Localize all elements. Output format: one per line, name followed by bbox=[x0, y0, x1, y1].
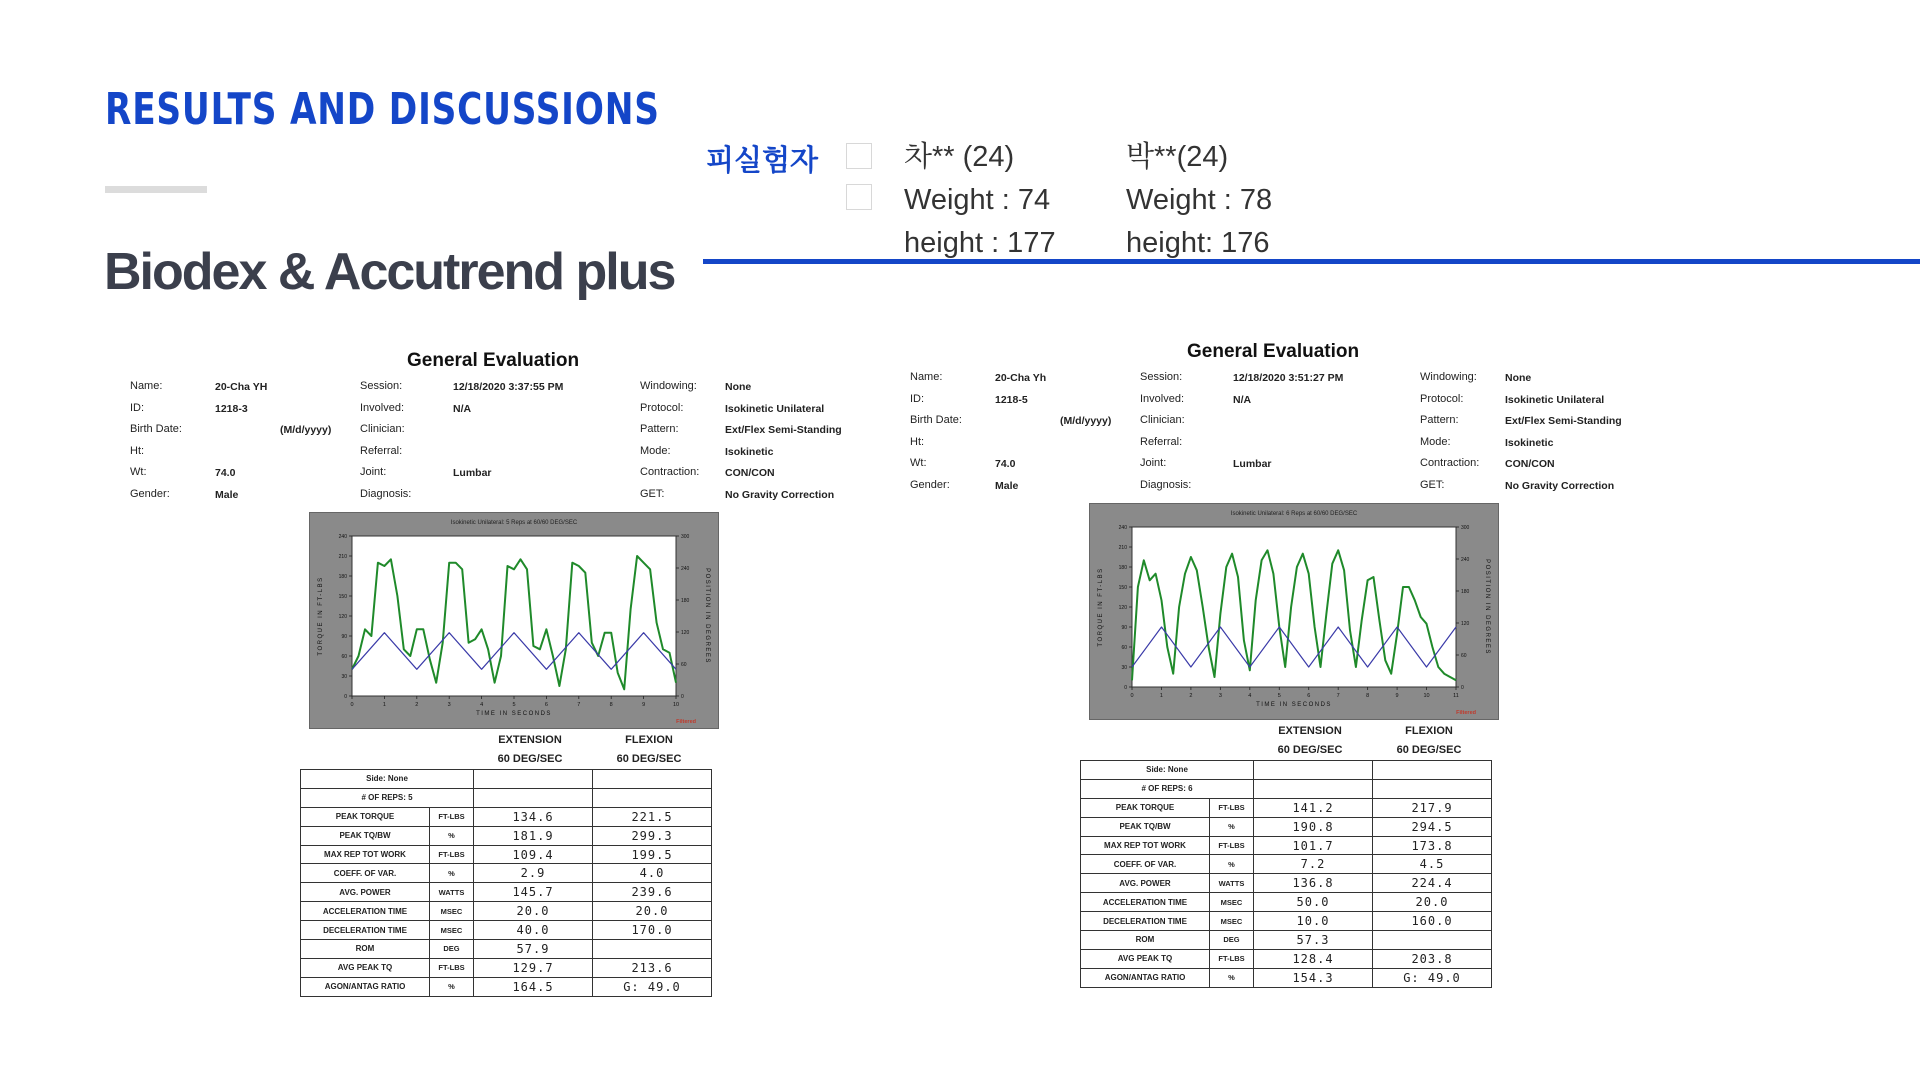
extension-value: 57.3 bbox=[1254, 931, 1373, 950]
table-row bbox=[301, 940, 712, 959]
filtered-note: Filtered bbox=[1456, 710, 1476, 716]
info-value: Isokinetic bbox=[725, 445, 774, 458]
info-label: Ht: bbox=[130, 444, 145, 457]
x-tick-label: 3 bbox=[1218, 693, 1222, 699]
row-label: ACCELERATION TIME bbox=[1081, 893, 1210, 912]
info-label: Diagnosis: bbox=[1140, 479, 1192, 491]
info-value: 12/18/2020 3:37:55 PM bbox=[453, 381, 564, 393]
info-value: 1218-3 bbox=[215, 402, 248, 415]
title-divider bbox=[105, 186, 207, 193]
subject2-name: 박**(24) bbox=[1126, 141, 1229, 173]
table-row bbox=[1081, 968, 1492, 987]
table-row bbox=[1081, 798, 1492, 817]
checkbox-icon[interactable] bbox=[846, 184, 872, 210]
table-row bbox=[1081, 874, 1492, 893]
x-tick-label: 0 bbox=[1130, 693, 1134, 699]
info-label: Gender: bbox=[910, 479, 950, 491]
row-unit: MSEC bbox=[430, 902, 474, 921]
y-tick-label: 60 bbox=[1121, 645, 1127, 651]
y2-axis-label: POSITION IN DEGREES bbox=[1484, 559, 1490, 655]
subject1-weight: Weight : 74 bbox=[904, 184, 1051, 216]
y-tick-label: 180 bbox=[338, 574, 347, 580]
y2-tick-label: 180 bbox=[681, 598, 690, 604]
extension-value: 101.7 bbox=[1254, 836, 1373, 855]
info-value: 74.0 bbox=[995, 458, 1016, 471]
results-table bbox=[300, 769, 712, 997]
extension-value: 2.9 bbox=[474, 864, 593, 883]
section-title: RESULTS AND DISCUSSIONS bbox=[105, 84, 660, 135]
slide-subtitle: Biodex & Accutrend plus bbox=[104, 243, 675, 301]
info-value: Lumbar bbox=[1233, 458, 1272, 471]
flexion-value: 294.5 bbox=[1373, 817, 1492, 836]
info-value: CON/CON bbox=[725, 467, 775, 480]
info-label: Clinician: bbox=[360, 423, 405, 436]
info-label: Contraction: bbox=[640, 466, 700, 479]
y-tick-label: 210 bbox=[338, 554, 347, 560]
extension-value: 129.7 bbox=[474, 958, 593, 977]
x-tick-label: 4 bbox=[480, 702, 484, 708]
col-sub-flexion: 60 DEG/SEC bbox=[616, 753, 682, 765]
row-label: AVG. POWER bbox=[301, 883, 430, 902]
flexion-value: 224.4 bbox=[1373, 874, 1492, 893]
table-cell bbox=[1254, 761, 1373, 780]
table-row bbox=[301, 788, 712, 807]
extension-value: 134.6 bbox=[474, 807, 593, 826]
col-header-flexion: FLEXION bbox=[1405, 725, 1453, 737]
y-tick-label: 180 bbox=[1118, 565, 1127, 571]
info-label: Name: bbox=[910, 371, 943, 383]
y-tick-label: 240 bbox=[1118, 525, 1127, 531]
table-row bbox=[301, 826, 712, 845]
x-tick-label: 0 bbox=[350, 702, 354, 708]
y-tick-label: 30 bbox=[1121, 665, 1127, 671]
row-label: PEAK TQ/BW bbox=[301, 826, 430, 845]
y2-tick-label: 240 bbox=[681, 566, 690, 572]
table-row bbox=[1081, 893, 1492, 912]
row-unit: FT-LBS bbox=[430, 958, 474, 977]
flexion-value: 173.8 bbox=[1373, 836, 1492, 855]
table-cell bbox=[1254, 779, 1373, 798]
report-subject1 bbox=[120, 345, 920, 1065]
info-label: ID: bbox=[130, 401, 145, 414]
row-unit: FT-LBS bbox=[1210, 798, 1254, 817]
table-row bbox=[301, 902, 712, 921]
info-label: Mode: bbox=[1420, 435, 1451, 448]
flexion-value bbox=[1373, 931, 1492, 950]
x-tick-label: 9 bbox=[1395, 693, 1399, 699]
table-row bbox=[1081, 836, 1492, 855]
row-unit: % bbox=[1210, 817, 1254, 836]
y2-tick-label: 300 bbox=[681, 534, 690, 540]
extension-value: 145.7 bbox=[474, 883, 593, 902]
table-row bbox=[301, 921, 712, 940]
extension-value: 40.0 bbox=[474, 921, 593, 940]
info-value: Male bbox=[995, 480, 1019, 492]
report-title: General Evaluation bbox=[407, 350, 580, 371]
table-cell bbox=[1373, 779, 1492, 798]
chart-title: Isokinetic Unilateral: 5 Reps at 60/60 DEG/SEC bbox=[450, 520, 578, 526]
y-tick-label: 210 bbox=[1118, 545, 1127, 551]
info-label: Contraction: bbox=[1420, 457, 1480, 470]
row-unit: MSEC bbox=[1210, 912, 1254, 931]
extension-value: 50.0 bbox=[1254, 893, 1373, 912]
col-sub-flexion: 60 DEG/SEC bbox=[1396, 744, 1462, 756]
row-unit: % bbox=[1210, 968, 1254, 987]
info-label: Name: bbox=[130, 380, 163, 392]
filtered-note: Filtered bbox=[676, 719, 696, 725]
y-axis-label: TORQUE IN FT-LBS bbox=[1098, 567, 1104, 647]
results-table bbox=[1080, 760, 1492, 988]
extension-value: 109.4 bbox=[474, 845, 593, 864]
y-tick-label: 150 bbox=[338, 594, 347, 600]
info-value: Lumbar bbox=[453, 467, 492, 480]
info-value: 1218-5 bbox=[995, 393, 1028, 406]
info-label: Involved: bbox=[360, 401, 405, 414]
row-label: PEAK TORQUE bbox=[1081, 798, 1210, 817]
torque-chart bbox=[309, 512, 719, 729]
info-value: 12/18/2020 3:51:27 PM bbox=[1233, 372, 1344, 384]
row-label: AVG PEAK TQ bbox=[1081, 949, 1210, 968]
extension-value: 10.0 bbox=[1254, 912, 1373, 931]
table-row bbox=[301, 958, 712, 977]
y2-tick-label: 180 bbox=[1461, 589, 1470, 595]
subjects-underline bbox=[703, 259, 1920, 264]
row-label: PEAK TQ/BW bbox=[1081, 817, 1210, 836]
x-tick-label: 6 bbox=[544, 702, 548, 708]
y2-axis-label: POSITION IN DEGREES bbox=[704, 568, 710, 664]
info-label: Wt: bbox=[910, 457, 927, 470]
info-value: Isokinetic bbox=[1505, 436, 1554, 449]
y-tick-label: 60 bbox=[341, 654, 347, 660]
report-subject2 bbox=[900, 336, 1700, 1056]
flexion-value: 170.0 bbox=[593, 921, 712, 940]
info-value: None bbox=[725, 381, 752, 393]
x-tick-label: 2 bbox=[1189, 693, 1193, 699]
table-row bbox=[301, 977, 712, 996]
info-value: (M/d/yyyy) bbox=[1060, 415, 1112, 428]
x-axis-label: TIME IN SECONDS bbox=[1256, 702, 1332, 708]
table-row bbox=[1081, 931, 1492, 950]
x-tick-label: 3 bbox=[447, 702, 451, 708]
info-value: 20-Cha YH bbox=[215, 381, 268, 393]
info-value: N/A bbox=[1233, 393, 1252, 406]
x-tick-label: 10 bbox=[672, 702, 680, 708]
report-title: General Evaluation bbox=[1187, 341, 1360, 362]
row-label: ROM bbox=[1081, 931, 1210, 950]
info-label: Protocol: bbox=[640, 401, 684, 414]
table-row bbox=[1081, 779, 1492, 798]
info-value: 20-Cha Yh bbox=[995, 372, 1047, 384]
table-row bbox=[301, 770, 712, 789]
table-top-label: # OF REPS: 6 bbox=[1081, 779, 1254, 798]
subject2-height: height: 176 bbox=[1126, 227, 1270, 259]
table-row bbox=[1081, 855, 1492, 874]
row-unit: FT-LBS bbox=[1210, 949, 1254, 968]
extension-value: 181.9 bbox=[474, 826, 593, 845]
x-tick-label: 10 bbox=[1423, 693, 1430, 699]
y2-tick-label: 120 bbox=[681, 630, 690, 636]
info-value: 74.0 bbox=[215, 467, 236, 480]
y-tick-label: 0 bbox=[1124, 685, 1127, 691]
info-label: Diagnosis: bbox=[360, 488, 412, 500]
extension-value: 128.4 bbox=[1254, 949, 1373, 968]
x-tick-label: 8 bbox=[609, 702, 613, 708]
flexion-value: G: 49.0 bbox=[1373, 968, 1492, 987]
flexion-value: 199.5 bbox=[593, 845, 712, 864]
x-tick-label: 8 bbox=[1366, 693, 1370, 699]
table-cell bbox=[474, 770, 593, 789]
row-label: DECELERATION TIME bbox=[301, 921, 430, 940]
row-unit: WATTS bbox=[1210, 874, 1254, 893]
x-tick-label: 5 bbox=[1277, 693, 1281, 699]
table-row bbox=[1081, 761, 1492, 780]
row-unit: % bbox=[430, 977, 474, 996]
info-label: GET: bbox=[1420, 479, 1445, 491]
row-unit: % bbox=[430, 864, 474, 883]
row-label: PEAK TORQUE bbox=[301, 807, 430, 826]
info-label: ID: bbox=[910, 392, 925, 405]
y2-tick-label: 60 bbox=[1461, 653, 1467, 659]
x-tick-label: 11 bbox=[1453, 693, 1459, 699]
y2-tick-label: 0 bbox=[1461, 685, 1464, 691]
subject1-height: height : 177 bbox=[904, 227, 1056, 259]
col-header-flexion: FLEXION bbox=[625, 734, 673, 746]
table-top-label: # OF REPS: 5 bbox=[301, 788, 474, 807]
table-row bbox=[301, 807, 712, 826]
extension-value: 154.3 bbox=[1254, 968, 1373, 987]
extension-value: 7.2 bbox=[1254, 855, 1373, 874]
info-value: CON/CON bbox=[1505, 458, 1555, 471]
info-value: None bbox=[1505, 372, 1532, 384]
info-value: Ext/Flex Semi-Standing bbox=[1505, 415, 1622, 428]
y-axis-label: TORQUE IN FT-LBS bbox=[318, 576, 324, 656]
info-label: Session: bbox=[1140, 371, 1183, 383]
row-unit: % bbox=[430, 826, 474, 845]
info-label: GET: bbox=[640, 488, 665, 500]
y-tick-label: 90 bbox=[341, 634, 347, 640]
info-label: Referral: bbox=[1140, 435, 1183, 448]
table-row bbox=[301, 883, 712, 902]
info-label: Pattern: bbox=[1420, 414, 1459, 427]
info-value: Isokinetic Unilateral bbox=[725, 402, 825, 415]
row-unit: MSEC bbox=[1210, 893, 1254, 912]
info-label: Joint: bbox=[360, 466, 387, 479]
info-label: Windowing: bbox=[640, 380, 697, 392]
info-value: No Gravity Correction bbox=[725, 489, 835, 501]
x-tick-label: 9 bbox=[642, 702, 646, 708]
info-label: Birth Date: bbox=[910, 414, 962, 427]
flexion-value: 20.0 bbox=[1373, 893, 1492, 912]
y2-tick-label: 60 bbox=[681, 662, 687, 668]
extension-value: 136.8 bbox=[1254, 874, 1373, 893]
info-value: Isokinetic Unilateral bbox=[1505, 393, 1605, 406]
extension-value: 20.0 bbox=[474, 902, 593, 921]
table-cell bbox=[593, 770, 712, 789]
info-value: Ext/Flex Semi-Standing bbox=[725, 424, 842, 437]
info-label: Gender: bbox=[130, 488, 170, 500]
col-sub-extension: 60 DEG/SEC bbox=[1277, 744, 1343, 756]
row-unit: DEG bbox=[1210, 931, 1254, 950]
row-unit: MSEC bbox=[430, 921, 474, 940]
subject2-weight: Weight : 78 bbox=[1126, 184, 1273, 216]
extension-value: 57.9 bbox=[474, 940, 593, 959]
checkbox-icon[interactable] bbox=[846, 143, 872, 169]
y-tick-label: 120 bbox=[1118, 605, 1127, 611]
subjects-label: 피실험자 bbox=[706, 145, 819, 177]
y-tick-label: 240 bbox=[338, 534, 347, 540]
info-label: Birth Date: bbox=[130, 423, 182, 436]
flexion-value: 239.6 bbox=[593, 883, 712, 902]
flexion-value: 20.0 bbox=[593, 902, 712, 921]
row-label: COEFF. OF VAR. bbox=[301, 864, 430, 883]
extension-value: 190.8 bbox=[1254, 817, 1373, 836]
y-tick-label: 0 bbox=[344, 694, 347, 700]
row-unit: WATTS bbox=[430, 883, 474, 902]
row-unit: FT-LBS bbox=[1210, 836, 1254, 855]
y2-tick-label: 0 bbox=[681, 694, 684, 700]
col-header-extension: EXTENSION bbox=[498, 734, 562, 746]
flexion-value: G: 49.0 bbox=[593, 977, 712, 996]
extension-value: 141.2 bbox=[1254, 798, 1373, 817]
table-cell bbox=[1373, 761, 1492, 780]
row-label: DECELERATION TIME bbox=[1081, 912, 1210, 931]
row-label: MAX REP TOT WORK bbox=[301, 845, 430, 864]
info-label: Wt: bbox=[130, 466, 147, 479]
info-value: Male bbox=[215, 489, 239, 501]
flexion-value bbox=[593, 940, 712, 959]
row-label: MAX REP TOT WORK bbox=[1081, 836, 1210, 855]
x-axis-label: TIME IN SECONDS bbox=[476, 711, 552, 717]
info-label: Joint: bbox=[1140, 457, 1167, 470]
flexion-value: 213.6 bbox=[593, 958, 712, 977]
row-label: AVG PEAK TQ bbox=[301, 958, 430, 977]
table-row bbox=[301, 864, 712, 883]
info-value: N/A bbox=[453, 402, 472, 415]
x-tick-label: 5 bbox=[512, 702, 516, 708]
info-label: Ht: bbox=[910, 435, 925, 448]
chart-title: Isokinetic Unilateral: 6 Reps at 60/60 DEG/SEC bbox=[1230, 511, 1358, 517]
table-row bbox=[1081, 912, 1492, 931]
info-label: Referral: bbox=[360, 444, 403, 457]
row-label: AGON/ANTAG RATIO bbox=[1081, 968, 1210, 987]
flexion-value: 299.3 bbox=[593, 826, 712, 845]
table-row bbox=[301, 845, 712, 864]
row-label: AVG. POWER bbox=[1081, 874, 1210, 893]
flexion-value: 4.0 bbox=[593, 864, 712, 883]
info-label: Session: bbox=[360, 380, 403, 392]
info-label: Pattern: bbox=[640, 423, 679, 436]
info-label: Involved: bbox=[1140, 392, 1185, 405]
info-label: Windowing: bbox=[1420, 371, 1477, 383]
table-row bbox=[1081, 949, 1492, 968]
row-label: AGON/ANTAG RATIO bbox=[301, 977, 430, 996]
x-tick-label: 7 bbox=[577, 702, 581, 708]
extension-value: 164.5 bbox=[474, 977, 593, 996]
x-tick-label: 2 bbox=[415, 702, 419, 708]
y-tick-label: 30 bbox=[341, 674, 347, 680]
y2-tick-label: 240 bbox=[1461, 557, 1470, 563]
y-tick-label: 120 bbox=[338, 614, 347, 620]
row-unit: FT-LBS bbox=[430, 807, 474, 826]
col-header-extension: EXTENSION bbox=[1278, 725, 1342, 737]
table-cell bbox=[593, 788, 712, 807]
x-tick-label: 1 bbox=[382, 702, 386, 708]
flexion-value: 221.5 bbox=[593, 807, 712, 826]
col-sub-extension: 60 DEG/SEC bbox=[497, 753, 563, 765]
torque-chart bbox=[1089, 503, 1499, 720]
flexion-value: 4.5 bbox=[1373, 855, 1492, 874]
flexion-value: 160.0 bbox=[1373, 912, 1492, 931]
y-tick-label: 90 bbox=[1121, 625, 1127, 631]
table-top-label: Side: None bbox=[1081, 761, 1254, 780]
y-tick-label: 150 bbox=[1118, 585, 1127, 591]
plot-area bbox=[1132, 527, 1456, 687]
table-row bbox=[1081, 817, 1492, 836]
info-label: Clinician: bbox=[1140, 414, 1185, 427]
row-unit: % bbox=[1210, 855, 1254, 874]
x-tick-label: 7 bbox=[1336, 693, 1340, 699]
x-tick-label: 1 bbox=[1159, 693, 1163, 699]
row-unit: FT-LBS bbox=[430, 845, 474, 864]
y2-tick-label: 300 bbox=[1461, 525, 1470, 531]
table-cell bbox=[474, 788, 593, 807]
x-tick-label: 4 bbox=[1248, 693, 1252, 699]
x-tick-label: 6 bbox=[1307, 693, 1311, 699]
info-value: (M/d/yyyy) bbox=[280, 424, 332, 437]
subject1-name: 차** (24) bbox=[904, 141, 1015, 173]
flexion-value: 203.8 bbox=[1373, 949, 1492, 968]
flexion-value: 217.9 bbox=[1373, 798, 1492, 817]
row-unit: DEG bbox=[430, 940, 474, 959]
row-label: ROM bbox=[301, 940, 430, 959]
row-label: ACCELERATION TIME bbox=[301, 902, 430, 921]
info-label: Protocol: bbox=[1420, 392, 1464, 405]
info-value: No Gravity Correction bbox=[1505, 480, 1615, 492]
table-top-label: Side: None bbox=[301, 770, 474, 789]
row-label: COEFF. OF VAR. bbox=[1081, 855, 1210, 874]
info-label: Mode: bbox=[640, 444, 671, 457]
y2-tick-label: 120 bbox=[1461, 621, 1470, 627]
